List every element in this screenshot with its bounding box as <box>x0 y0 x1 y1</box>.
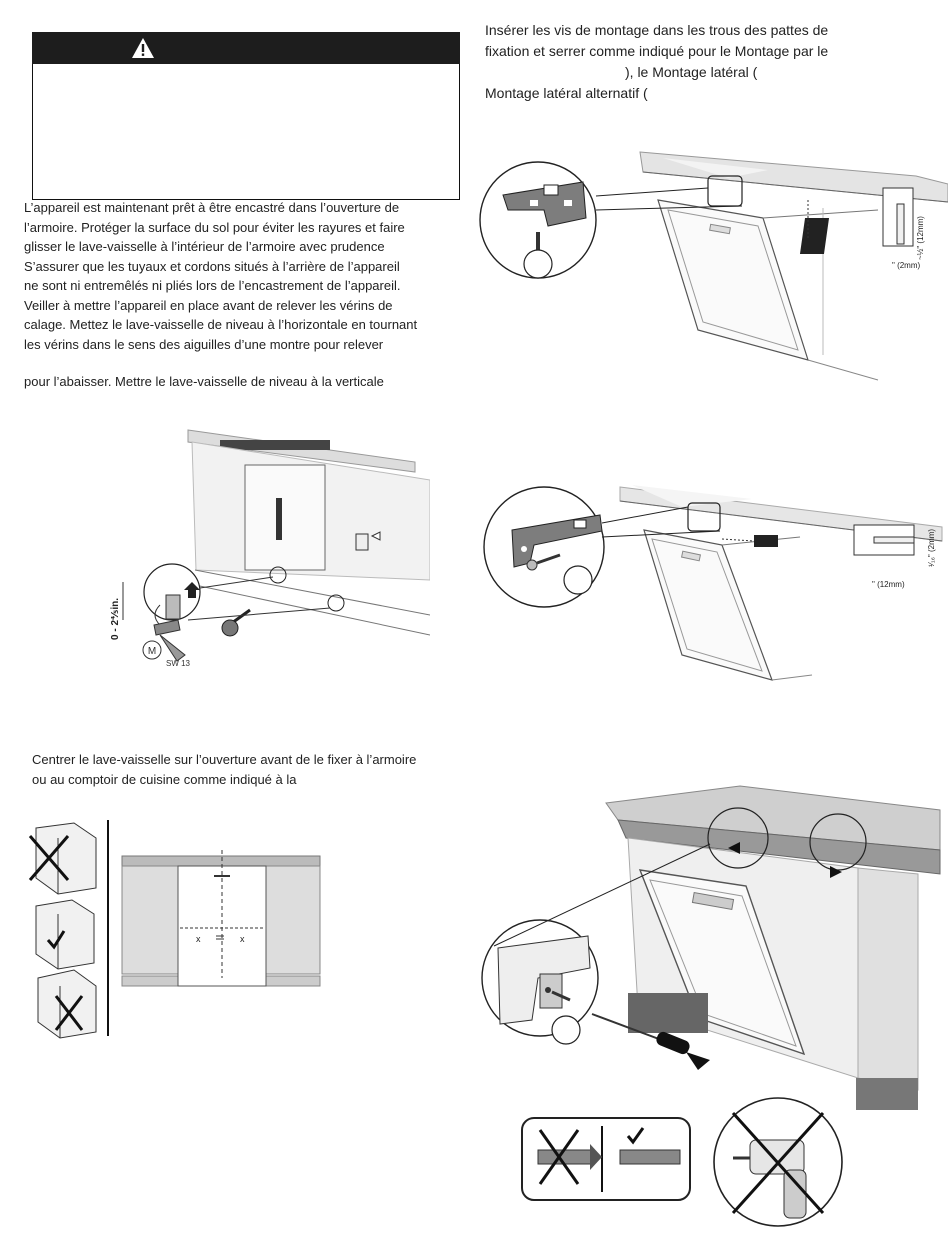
center-mark-right: x <box>240 934 245 944</box>
motor-marker: M <box>147 646 157 657</box>
install-paragraph: L’appareil est maintenant prêt à être encastré dans l’ouverture de l’armoire. Protéger la surface du sol pour éviter les rayures et faire glisser le lave-vaisselle à l’intérieur de l’armoire avec prudence S’assurer que les tuyaux et cordons situés à l’arrière de l’appareil ne sont ni entremêlés ni pliés lors de l’encastrement de l’appareil. Veiller à mettre l’appareil en place avant de relever les vérins de calage. Mettez le lave-vaisselle de niveau à l’horizontale en tournant les vérins dans le sens des aiguilles d’une montre pour relever <box>24 200 418 352</box>
install-paragraph-end: pour l’abaisser. Mettre le lave-vaisselle de niveau à la verticale <box>24 374 384 389</box>
side-offset-label: " (12mm) <box>872 580 905 589</box>
leveling-height-label: 0 - 2⅘in. <box>110 597 121 640</box>
top-gap-label: ~½" (12mm) <box>916 216 925 260</box>
center-paragraph: Centrer le lave-vaisselle sur l’ouverture avant de le fixer à l’armoire ou au comptoir de cuisine comme indiqué à la <box>32 752 417 787</box>
top-offset-label: " (2mm) <box>892 261 921 270</box>
mounting-paragraph: Insérer les vis de montage dans les trous des pattes de fixation et serrer comme indiqué pour le Montage par le ), le Montage latéral ( Montage latéral alternatif ( <box>485 22 829 101</box>
figure-side-mounting <box>482 475 950 700</box>
figure-centering <box>24 818 324 1043</box>
figure-alt-side-mounting <box>478 778 948 1243</box>
warning-triangle-icon <box>131 37 155 59</box>
figure-leveling <box>100 420 430 690</box>
warning-header <box>32 32 460 64</box>
center-mark-left: x <box>196 934 201 944</box>
side-gap-label: ¹⁄₁₆" (2mm) <box>927 528 936 567</box>
figure-top-mounting <box>478 140 948 390</box>
wrench-size-label: SW 13 <box>166 659 191 668</box>
